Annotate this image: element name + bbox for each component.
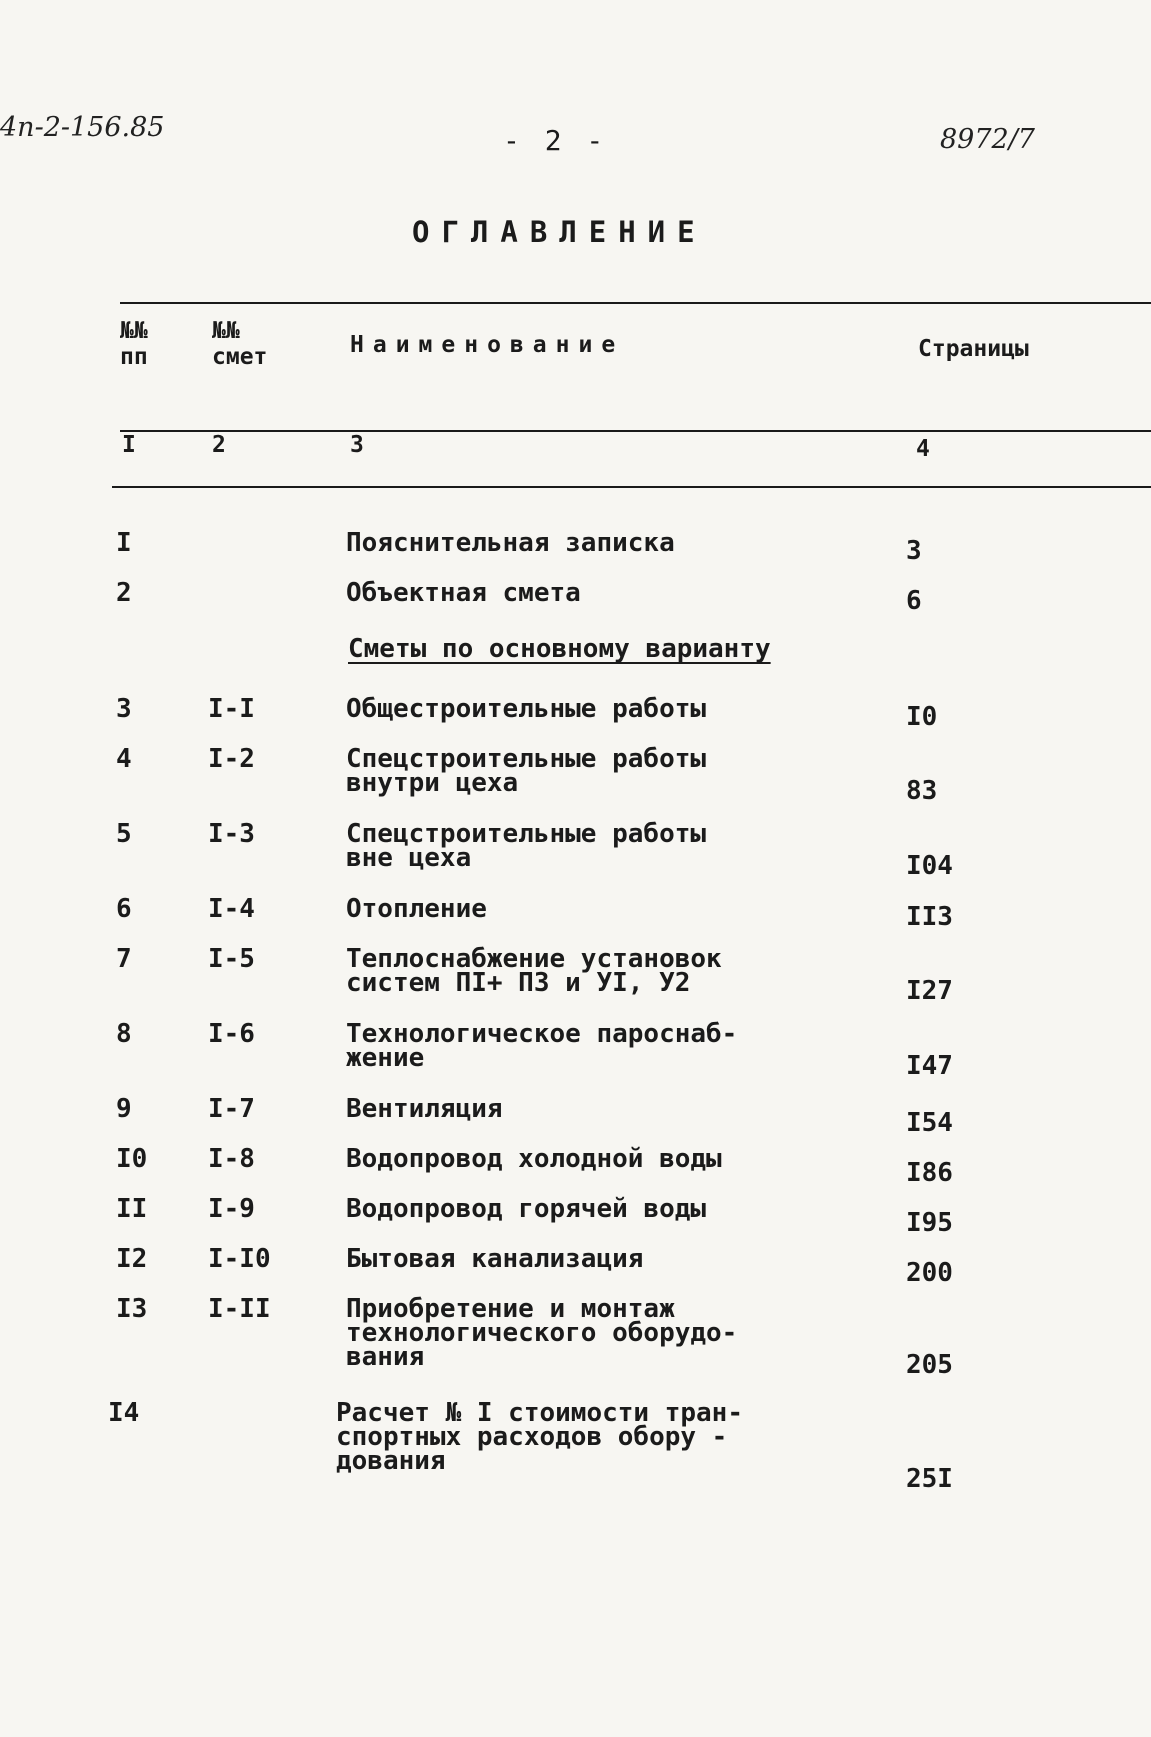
row-number: 3 [116, 694, 132, 724]
row-name: Расчет № I стоимости тран- спортных расходов обору - дования [336, 1398, 743, 1476]
row-name: Приобретение и монтаж технологического оборудо- вания [346, 1294, 738, 1372]
row-name: Теплоснабжение установок систем ПI+ П3 и УI, У2 [346, 944, 722, 998]
row-name: Бытовая канализация [346, 1244, 644, 1274]
row-number: I [116, 528, 132, 558]
row-page: I86 [906, 1158, 953, 1188]
row-page: 200 [906, 1258, 953, 1288]
row-estimate: I-I0 [208, 1244, 271, 1274]
row-page: I27 [906, 976, 953, 1006]
row-page: 83 [906, 776, 938, 806]
header-bottom-rule [112, 486, 1151, 488]
row-page: 3 [906, 536, 922, 566]
row-page: I47 [906, 1051, 953, 1081]
row-number: 4 [116, 744, 132, 774]
col-number-1: I [122, 432, 136, 458]
col-number-2: 2 [212, 432, 226, 458]
col-number-3: 3 [350, 432, 364, 458]
row-page: 6 [906, 586, 922, 616]
row-page: I95 [906, 1208, 953, 1238]
row-name: Спецстроительные работы вне цеха [346, 819, 707, 873]
row-page: 25I [906, 1464, 953, 1494]
sheet-code: 8972/7 [940, 124, 1035, 155]
row-number: 7 [116, 944, 132, 974]
row-number: I3 [116, 1294, 148, 1324]
row-number: 5 [116, 819, 132, 849]
table-top-rule [120, 302, 1151, 304]
row-name: Водопровод холодной воды [346, 1144, 722, 1174]
row-name: Спецстроительные работы внутри цеха [346, 744, 707, 798]
row-estimate: I-9 [208, 1194, 255, 1224]
row-estimate: I-6 [208, 1019, 255, 1049]
header-number-rule [120, 430, 1151, 432]
row-estimate: I-7 [208, 1094, 255, 1124]
row-number: I4 [108, 1398, 140, 1428]
row-number: I2 [116, 1244, 148, 1274]
row-name: Пояснительная записка [346, 528, 675, 558]
page-number: - 2 - [503, 124, 608, 157]
row-name: Технологическое пароснаб- жение [346, 1019, 738, 1073]
row-page: I0 [906, 702, 938, 732]
row-number: 8 [116, 1019, 132, 1049]
row-name: Вентиляция [346, 1094, 503, 1124]
row-page: I04 [906, 851, 953, 881]
row-number: 9 [116, 1094, 132, 1124]
row-name: Общестроительные работы [346, 694, 707, 724]
row-name: Водопровод горячей воды [346, 1194, 707, 1224]
col-header-name: Наименование [350, 332, 625, 358]
row-number: 2 [116, 578, 132, 608]
row-number: I0 [116, 1144, 148, 1174]
page-title: ОГЛАВЛЕНИЕ [412, 215, 707, 249]
row-estimate: I-2 [208, 744, 255, 774]
row-number: 6 [116, 894, 132, 924]
document-code: 4п-2-156.85 [0, 112, 165, 143]
row-name: Отопление [346, 894, 487, 924]
col-header-number: №№ пп [120, 318, 148, 370]
row-estimate: I-8 [208, 1144, 255, 1174]
row-estimate: I-3 [208, 819, 255, 849]
section-heading: Сметы по основному варианту [348, 634, 771, 664]
row-page: 205 [906, 1350, 953, 1380]
row-name: Объектная смета [346, 578, 581, 608]
row-page: I54 [906, 1108, 953, 1138]
row-estimate: I-II [208, 1294, 271, 1324]
row-estimate: I-5 [208, 944, 255, 974]
col-header-pages: Страницы [918, 336, 1029, 362]
col-header-estimate: №№ смет [212, 318, 268, 370]
row-estimate: I-I [208, 694, 255, 724]
row-page: II3 [906, 902, 953, 932]
row-number: II [116, 1194, 148, 1224]
col-number-4: 4 [916, 436, 930, 462]
row-estimate: I-4 [208, 894, 255, 924]
